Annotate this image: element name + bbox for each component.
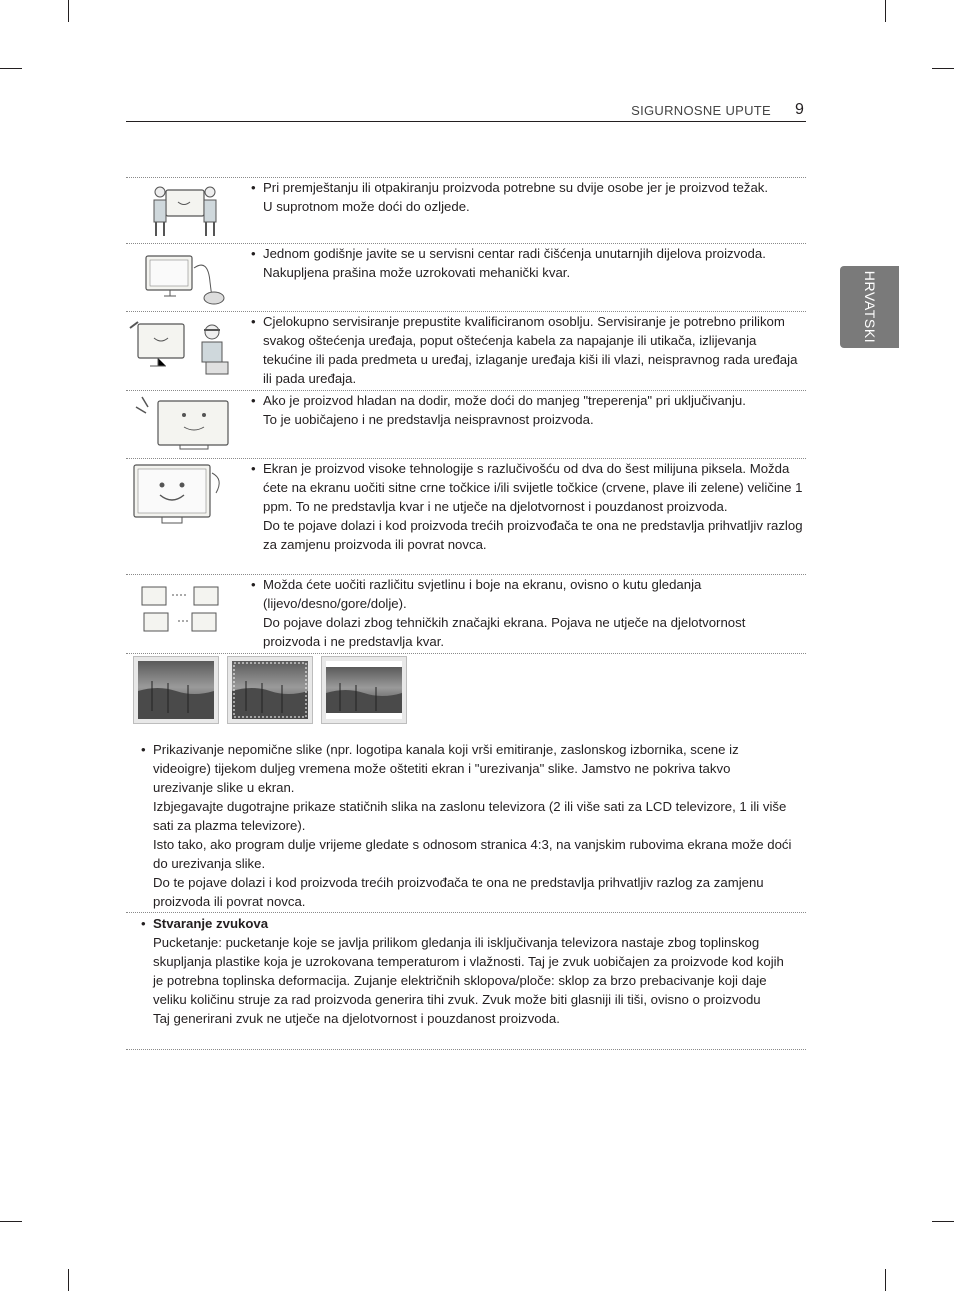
tv-viewing-angles-icon	[132, 581, 232, 642]
screen-burn-image	[133, 656, 219, 724]
safety-row	[126, 458, 806, 575]
paragraph: Nakupljena prašina može uzrokovati mehanički kvar.	[263, 265, 571, 280]
screen-burn-image	[321, 656, 407, 724]
section-title: SIGURNOSNE UPUTE	[631, 103, 771, 118]
paragraph: Jednom godišnje javite se u servisni centar radi čišćenja unutarnjih dijelova proizvoda.	[263, 246, 766, 261]
crop-mark	[68, 0, 69, 22]
bullet: •	[251, 314, 256, 329]
tv-pixels-icon	[130, 461, 230, 536]
crop-mark	[932, 68, 954, 69]
section-heading: Stvaranje zvukova	[153, 916, 269, 931]
page-number: 9	[795, 101, 804, 118]
bullet: •	[251, 461, 256, 476]
crop-mark	[885, 1269, 886, 1291]
paragraph: Ako je proizvod hladan na dodir, može doći do manjeg "treperenja" pri uključivanju.	[263, 393, 746, 408]
paragraph: Do te pojave dolazi i kod proizvoda trećih proizvođača te ona ne predstavlja prihvatljiv razlog za zamjenu proizvoda ili povrat novca.	[263, 518, 803, 552]
bullet: •	[141, 742, 146, 757]
paragraph: Do pojave dolazi zbog tehničkih značajki ekrana. Pojava ne utječe na djelotvornost proizvoda i ne predstavlja kvar.	[263, 615, 746, 649]
sound-section	[126, 912, 806, 1050]
bullet: •	[141, 916, 146, 931]
safety-row	[126, 574, 806, 654]
crop-mark	[0, 1221, 22, 1222]
paragraph: Do te pojave dolazi i kod proizvoda trećih proizvođača te ona ne predstavlja prihvatljiv razlog za zamjenu proizvoda ili povrat novca.	[153, 875, 764, 909]
paragraph: To je uobičajeno i ne predstavlja neispravnost proizvoda.	[263, 412, 594, 427]
bullet: •	[251, 577, 256, 592]
crop-mark	[0, 68, 22, 69]
paragraph: Ekran je proizvod visoke tehnologije s razlučivošću od dva do šest milijuna piksela. Možda ćete na ekranu uočiti sitne crne točkice i/ili svijetle točkice (crvene, plave ili zelene) veličine 1 ppm. To ne predstavlja kvar i ne utječe na djelotvornost i pouzdanost proizvoda.	[263, 461, 803, 514]
paragraph: Pri premještanju ili otpakiranju proizvoda potrebne su dvije osobe jer je proizvod težak.	[263, 180, 769, 195]
two-people-carrying-tv-icon	[132, 182, 232, 245]
image-burn-section	[126, 740, 806, 912]
bullet: •	[251, 180, 256, 195]
tv-vacuum-cleaner-icon	[132, 248, 232, 313]
tv-service-technician-icon	[128, 314, 238, 385]
crop-mark	[68, 1269, 69, 1291]
bullet: •	[251, 393, 256, 408]
crop-mark	[932, 1221, 954, 1222]
paragraph: Isto tako, ako program dulje vrijeme gledate s odnosom stranica 4:3, na vanjskim rubovima ekrana može doći do urezivanja slike.	[153, 837, 792, 871]
safety-row	[126, 311, 806, 391]
header-rule	[126, 121, 806, 122]
language-tab-label: HRVATSKI	[861, 270, 878, 344]
safety-row	[126, 390, 806, 459]
tv-flicker-icon	[132, 393, 232, 460]
screen-burn-image	[227, 656, 313, 724]
paragraph: Cjelokupno servisiranje prepustite kvalificiranom osoblju. Servisiranje je potrebno prilikom svakog oštećenja uređaja, poput oštećenja kabela za napajanje ili utikača, izlijevanja tekućine ili pada predmeta u uređaj, izlaganje uređaja kiši ili vlazi, neispravnog rada uređaja ili pada uređaja.	[263, 314, 798, 386]
paragraph: Prikazivanje nepomične slike (npr. logotipa kanala koji vrši emitiranje, zaslonskog izbornika, scene iz videoigre) tijekom duljeg vremena može oštetiti ekran i "urezivanja" slike. Jamstvo ne pokriva takvo urezivanje slike u ekran.	[153, 742, 739, 795]
paragraph: U suprotnom može doći do ozljede.	[263, 199, 470, 214]
paragraph: Pucketanje: pucketanje koje se javlja prilikom gledanja ili isključivanja televizora nastaje zbog toplinskog skupljanja plastike koja je uzrokovana temperaturom i vlažnosti. Taj je zvuk uobičajen za proizvode kod kojih je potrebna toplinska deformacija. Zujanje električnih sklopova/ploče: sklop za brzo prebacivanje koji daje veliku količinu struje za rad proizvoda generira tihi zvuk. Zvuk može biti glasniji ili tiši, ovisno o proizvodu	[153, 935, 784, 1007]
paragraph: Taj generirani zvuk ne utječe na djelotvornost i pouzdanost proizvoda.	[153, 1011, 560, 1026]
safety-row	[126, 243, 806, 312]
paragraph: Možda ćete uočiti različitu svjetlinu i boje na ekranu, ovisno o kutu gledanja (lijevo/desno/gore/dolje).	[263, 577, 702, 611]
paragraph: Izbjegavajte dugotrajne prikaze statičnih slika na zaslonu televizora (2 ili više sati za LCD televizore, 1 ili više sati za plazma televizore).	[153, 799, 787, 833]
safety-row	[126, 177, 806, 244]
language-tab	[840, 266, 899, 348]
crop-mark	[885, 0, 886, 22]
bullet: •	[251, 246, 256, 261]
